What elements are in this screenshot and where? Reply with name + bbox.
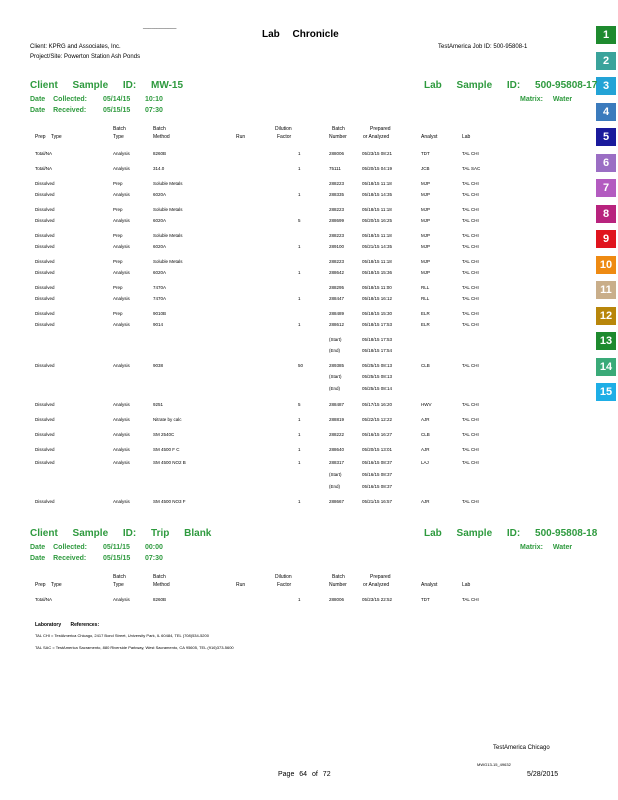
col-prep-type: Prep Type [35, 134, 62, 140]
cell-date: 05/18/15 17:53 [362, 337, 393, 342]
cell-date: 05/16/15 08:37 [362, 484, 393, 489]
cell-batch: 288223 [329, 233, 345, 238]
cell-date: 05/25/15 08:13 [362, 374, 393, 379]
col-lab: Lab [462, 582, 471, 588]
footer-code: MWG13-15_49632 [477, 762, 511, 767]
cell-lab: TAL CHI [462, 597, 479, 602]
cell-date: 05/23/15 22:52 [362, 597, 393, 602]
cell-prep: Dissolved [35, 363, 55, 368]
cell-batch: 288487 [329, 402, 345, 407]
cell-method: SM 2540C [153, 432, 175, 437]
col-batch-method-top: Batch [153, 126, 166, 132]
reference-line-2: TAL SAC = TestAmerica Sacramento, 880 Riverside Parkway, West Sacramento, CA 95605, TEL (916)373-5600 [35, 645, 234, 650]
cell-analyst: MJP [421, 181, 430, 186]
cell-dil: 1 [298, 499, 301, 504]
cell-batch: 288489 [329, 311, 345, 316]
cell-date: 05/17/15 16:20 [362, 402, 393, 407]
col-factor: Factor [277, 134, 292, 140]
cell-batch: 288612 [329, 322, 345, 327]
cell-date: 05/18/15 11:18 [362, 233, 392, 238]
col-batch-method-top: Batch [153, 574, 166, 580]
time-received-2: 07:30 [145, 555, 163, 562]
cell-dil: 1 [298, 417, 301, 422]
col-lab: Lab [462, 134, 471, 140]
cell-analyst: AJR [421, 417, 430, 422]
cell-lab: TAL CHI [462, 285, 479, 290]
cell-prep: Dissolved [35, 311, 55, 316]
cell-batch: 288335 [329, 192, 345, 197]
cell-dil: 1 [298, 244, 301, 249]
cell-method: SM 4500 NO2 B [153, 460, 186, 465]
cell-method: Soluble Metals [153, 181, 183, 186]
cell-lab: TAL CHI [462, 151, 479, 156]
cell-batch: 75111 [329, 166, 341, 171]
cell-lab: TAL CHI [462, 322, 479, 327]
cell-prep: Dissolved [35, 417, 55, 422]
cell-date: 05/21/15 16:57 [362, 499, 393, 504]
client-sample-id: Client Sample ID: MW-15 [30, 80, 184, 91]
col-type: Type [113, 134, 124, 140]
col-factor: Factor [277, 582, 292, 588]
cell-date: 05/20/15 13:01 [362, 447, 393, 452]
col-dilution: Dilution [275, 126, 292, 132]
cell-prep: Dissolved [35, 270, 55, 275]
section-tab-15[interactable]: 15 [596, 383, 616, 401]
col-method: Method [153, 582, 170, 588]
cell-analyst: AJR [421, 447, 430, 452]
cell-dil: 5 [298, 218, 301, 223]
cell-method: 9014 [153, 322, 164, 327]
cell-type: Analysis [113, 402, 130, 407]
job-id: TestAmerica Job ID: 500-95808-1 [438, 44, 528, 50]
cell-lab: TAL CHI [462, 233, 479, 238]
col-run: Run [236, 134, 246, 140]
client-sample-id-2: Client Sample ID: Trip Blank [30, 528, 212, 539]
section-tab-11[interactable]: 11 [596, 281, 616, 299]
time-collected-2: 00:00 [145, 544, 163, 551]
cell-prep: Dissolved [35, 402, 55, 407]
cell-batch: (End) [329, 484, 341, 489]
cell-type: Prep [113, 259, 123, 264]
cell-dil: 1 [298, 296, 301, 301]
col-prepared: Prepared [370, 574, 391, 580]
cell-lab: TAL CHI [462, 181, 479, 186]
cell-batch: (End) [329, 386, 341, 391]
cell-batch: (Start) [329, 472, 342, 477]
cell-type: Analysis [113, 270, 130, 275]
cell-method: 9010B [153, 311, 167, 316]
cell-date: 05/18/15 11:18 [362, 181, 392, 186]
cell-type: Prep [113, 311, 123, 316]
section-tab-9[interactable]: 9 [596, 230, 616, 248]
cell-analyst: MJP [421, 270, 430, 275]
cell-analyst: MJP [421, 244, 430, 249]
col-number: Number [329, 582, 347, 588]
cell-analyst: CLB [421, 363, 430, 368]
cell-prep: Dissolved [35, 499, 55, 504]
cell-date: 05/16/15 08:37 [362, 472, 393, 477]
col-number: Number [329, 134, 347, 140]
cell-analyst: CLB [421, 432, 430, 437]
cell-batch: 288819 [329, 417, 345, 422]
cell-prep: Total/NA [35, 597, 53, 602]
cell-type: Analysis [113, 363, 130, 368]
date-collected-label-2: Date Collected: [30, 544, 87, 551]
cell-analyst: HWV [421, 402, 432, 407]
cell-prep: Dissolved [35, 181, 55, 186]
section-tab-5[interactable]: 5 [596, 128, 616, 146]
cell-lab: TAL CHI [462, 432, 479, 437]
cell-method: 314.0 [153, 166, 165, 171]
cell-type: Analysis [113, 218, 130, 223]
cell-batch: (Start) [329, 374, 342, 379]
cell-analyst: AJR [421, 499, 430, 504]
date-received-label-2: Date Received: [30, 555, 87, 562]
cell-prep: Total/NA [35, 166, 53, 171]
col-analyzed: or Analyzed [363, 582, 390, 588]
cell-batch: 289100 [329, 244, 345, 249]
cell-dil: 1 [298, 460, 301, 465]
cell-dil: 1 [298, 151, 301, 156]
cell-date: 05/25/15 08:14 [362, 386, 393, 391]
cell-batch: (End) [329, 348, 341, 353]
cell-date: 05/21/15 14:35 [362, 244, 393, 249]
cell-batch: 288006 [329, 597, 345, 602]
cell-lab: TAL CHI [462, 311, 479, 316]
col-batch-type-top: Batch [113, 126, 126, 132]
page-title: Lab Chronicle [262, 29, 339, 40]
cell-analyst: TDT [421, 597, 430, 602]
cell-batch: 288223 [329, 259, 345, 264]
cell-method: 9038 [153, 363, 164, 368]
cell-lab: TAL CHI [462, 218, 479, 223]
cell-lab: TAL CHI [462, 270, 479, 275]
cell-analyst: ELR [421, 322, 430, 327]
cell-date: 05/18/15 17:54 [362, 348, 393, 353]
client-name: Client: KPRG and Associates, Inc. [30, 44, 121, 50]
cell-type: Analysis [113, 244, 130, 249]
section-tab-4[interactable]: 4 [596, 103, 616, 121]
cell-batch: 288699 [329, 218, 345, 223]
cell-prep: Dissolved [35, 259, 55, 264]
cell-date: 05/25/15 08:13 [362, 363, 393, 368]
cell-dil: 50 [298, 363, 304, 368]
cell-type: Analysis [113, 460, 130, 465]
section-tab-8[interactable]: 8 [596, 205, 616, 223]
cell-method: 6020A [153, 192, 167, 197]
cell-analyst: MJP [421, 192, 430, 197]
cell-type: Analysis [113, 296, 130, 301]
cell-prep: Dissolved [35, 296, 55, 301]
cell-dil: 1 [298, 192, 301, 197]
cell-date: 05/16/15 08:37 [362, 460, 393, 465]
cell-date: 05/18/15 17:53 [362, 322, 393, 327]
cell-dil: 1 [298, 322, 301, 327]
col-type: Type [113, 582, 124, 588]
section-tab-14[interactable]: 14 [596, 358, 616, 376]
cell-method: Soluble Metals [153, 207, 183, 212]
cell-date: 05/16/15 16:27 [362, 432, 393, 437]
cell-analyst: MJP [421, 233, 430, 238]
col-analyst: Analyst [421, 582, 438, 588]
cell-date: 05/18/15 16:12 [362, 296, 393, 301]
section-tab-1[interactable]: 1 [596, 26, 616, 44]
cell-type: Prep [113, 233, 123, 238]
cell-date: 05/23/15 08:21 [362, 151, 393, 156]
col-dilution: Dilution [275, 574, 292, 580]
cell-prep: Dissolved [35, 460, 55, 465]
cell-batch: 288222 [329, 432, 345, 437]
section-tab-7[interactable]: 7 [596, 179, 616, 197]
cell-date: 05/18/15 11:18 [362, 207, 392, 212]
cell-lab: TAL CHI [462, 244, 479, 249]
cell-lab: TAL CHI [462, 296, 479, 301]
cell-analyst: JCB [421, 166, 430, 171]
col-method: Method [153, 134, 170, 140]
matrix-2: Matrix: Water [520, 544, 573, 551]
cell-method: Soluble Metals [153, 259, 183, 264]
project-site: Project/Site: Powerton Station Ash Ponds [30, 54, 141, 60]
cell-type: Prep [113, 285, 123, 290]
cell-date: 05/20/15 04:19 [362, 166, 393, 171]
cell-dil: 1 [298, 447, 301, 452]
section-tab-3[interactable]: 3 [596, 77, 616, 95]
cell-date: 05/18/15 14:35 [362, 192, 393, 197]
cell-analyst: MJP [421, 218, 430, 223]
section-tab-6[interactable]: 6 [596, 154, 616, 172]
col-run: Run [236, 582, 246, 588]
cell-method: 7470A [153, 285, 167, 290]
cell-date: 05/18/15 15:30 [362, 311, 393, 316]
date-collected-2: 05/11/15 [103, 544, 130, 551]
cell-lab: TAL CHI [462, 207, 479, 212]
table-header-2 [0, 574, 618, 598]
cell-prep: Total/NA [35, 151, 53, 156]
cell-method: 7470A [153, 296, 167, 301]
cell-analyst: MJP [421, 259, 430, 264]
cell-lab: TAL CHI [462, 460, 479, 465]
col-analyzed: or Analyzed [363, 134, 390, 140]
date-received-2: 05/15/15 [103, 555, 131, 562]
col-prepared: Prepared [370, 126, 391, 132]
cell-analyst: LAJ [421, 460, 429, 465]
cell-type: Prep [113, 181, 123, 186]
cell-dil: 1 [298, 432, 301, 437]
cell-method: SM 4500 NO3 F [153, 499, 186, 504]
cell-batch: 288640 [329, 447, 345, 452]
cell-batch: 288317 [329, 460, 345, 465]
time-received: 07:30 [145, 107, 163, 114]
section-tab-13[interactable]: 13 [596, 332, 616, 350]
cell-lab: TAL CHI [462, 259, 479, 264]
cell-type: Analysis [113, 151, 130, 156]
cell-batch: 288223 [329, 207, 345, 212]
cell-date: 05/18/15 11:18 [362, 259, 392, 264]
matrix: Matrix: Water [520, 96, 573, 103]
col-prep-type: Prep Type [35, 582, 62, 588]
cell-prep: Dissolved [35, 192, 55, 197]
cell-batch: 289385 [329, 363, 345, 368]
section-tab-10[interactable]: 10 [596, 256, 616, 274]
cell-batch: 288447 [329, 296, 345, 301]
cell-method: 9251 [153, 402, 164, 407]
section-tab-12[interactable]: 12 [596, 307, 616, 325]
cell-method: Soluble Metals [153, 233, 183, 238]
cell-dil: 1 [298, 597, 301, 602]
cell-lab: TAL SAC [462, 166, 481, 171]
time-collected: 10:10 [145, 96, 163, 103]
cell-analyst: TDT [421, 151, 430, 156]
cell-analyst: RLL [421, 285, 430, 290]
cell-method: 6020A [153, 270, 167, 275]
cell-date: 05/18/15 15:36 [362, 270, 393, 275]
cell-batch: 288642 [329, 270, 345, 275]
table-header [0, 126, 618, 150]
cell-analyst: ELR [421, 311, 430, 316]
footer-company: TestAmerica Chicago [493, 745, 550, 751]
cell-date: 05/20/15 16:25 [362, 218, 393, 223]
reference-line-1: TAL CHI = TestAmerica Chicago, 2417 Bond Street, University Park, IL 60484, TEL (708)534-5200 [35, 633, 209, 638]
cell-date: 05/22/15 12:22 [362, 417, 393, 422]
lab-sample-id: Lab Sample ID: 500-95808-17 [424, 80, 598, 91]
col-batch-number-top: Batch [332, 126, 345, 132]
lab-sample-id-2: Lab Sample ID: 500-95808-18 [424, 528, 598, 539]
section-tab-2[interactable]: 2 [596, 52, 616, 70]
cell-dil: 5 [298, 402, 301, 407]
cell-batch: (Start) [329, 337, 342, 342]
cell-batch: 288295 [329, 285, 345, 290]
page-number: Page 64 of 72 [278, 771, 331, 778]
cell-type: Analysis [113, 417, 130, 422]
cell-prep: Dissolved [35, 244, 55, 249]
cell-batch: 288223 [329, 181, 345, 186]
cell-type: Analysis [113, 166, 130, 171]
cell-batch: 288006 [329, 151, 345, 156]
cell-type: Analysis [113, 499, 130, 504]
cell-method: 6020A [153, 244, 167, 249]
cell-prep: Dissolved [35, 207, 55, 212]
date-received-label: Date Received: [30, 107, 87, 114]
cell-lab: TAL CHI [462, 192, 479, 197]
date-collected-label: Date Collected: [30, 96, 87, 103]
cell-analyst: MJP [421, 207, 430, 212]
col-batch-type-top: Batch [113, 574, 126, 580]
col-analyst: Analyst [421, 134, 438, 140]
cell-analyst: RLL [421, 296, 430, 301]
cell-type: Prep [113, 207, 123, 212]
cell-date: 05/18/15 11:00 [362, 285, 392, 290]
cell-type: Analysis [113, 447, 130, 452]
date-received: 05/15/15 [103, 107, 131, 114]
cell-prep: Dissolved [35, 233, 55, 238]
cell-lab: TAL CHI [462, 417, 479, 422]
cell-batch: 288667 [329, 499, 345, 504]
cell-method: Nitrate by calc [153, 417, 182, 422]
cell-method: 6020A [153, 218, 167, 223]
cell-prep: Dissolved [35, 322, 55, 327]
cell-lab: TAL CHI [462, 402, 479, 407]
cell-type: Analysis [113, 192, 130, 197]
cell-method: 8260B [153, 151, 167, 156]
cell-dil: 1 [298, 270, 301, 275]
references-label: Laboratory References: [35, 622, 100, 628]
cell-prep: Dissolved [35, 285, 55, 290]
cell-method: SM 4500 F C [153, 447, 180, 452]
cell-prep: Dissolved [35, 218, 55, 223]
cell-lab: TAL CHI [462, 363, 479, 368]
cell-method: 8260B [153, 597, 167, 602]
footer-date: 5/28/2015 [527, 771, 559, 778]
cell-lab: TAL CHI [462, 447, 479, 452]
cell-lab: TAL CHI [462, 499, 479, 504]
cell-type: Analysis [113, 432, 130, 437]
cell-type: Analysis [113, 322, 130, 327]
cell-prep: Dissolved [35, 432, 55, 437]
cell-type: Analysis [113, 597, 130, 602]
cell-prep: Dissolved [35, 447, 55, 452]
top-mark: ____________ [143, 24, 177, 30]
col-batch-number-top: Batch [332, 574, 345, 580]
cell-dil: 1 [298, 166, 301, 171]
date-collected: 05/14/15 [103, 96, 131, 103]
